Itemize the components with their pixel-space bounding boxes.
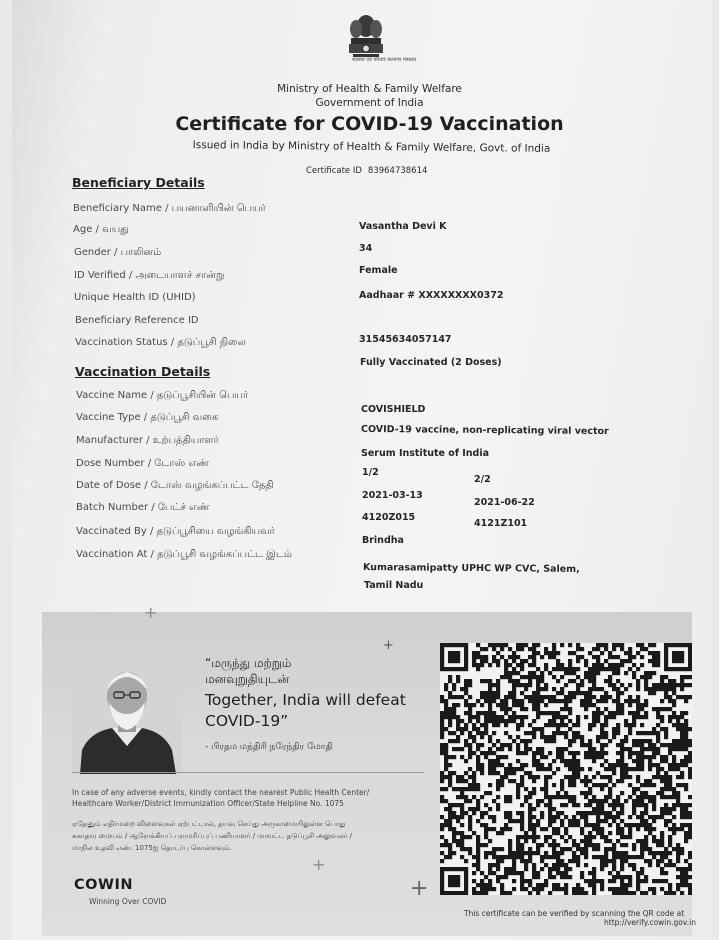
certificate-title: Certificate for COVID-19 Vaccination (175, 113, 564, 135)
adverse-line: மாநில உதவி எண். 1075ஐ தொடர்பு கொள்ளவும். (72, 844, 232, 852)
value-vaccination-status: Fully Vaccinated (2 Doses) (360, 357, 502, 368)
value-id-verified: Aadhaar # XXXXXXXX0372 (359, 290, 504, 301)
value-date-dose-1: 2021-03-13 (362, 490, 423, 501)
government-line: Government of India (315, 97, 424, 109)
prime-minister-portrait (72, 662, 182, 774)
ministry-name (10, 82, 719, 110)
value-batch-1: 4120Z015 (362, 512, 416, 523)
cowin-tagline: Winning Over COVID (89, 897, 167, 906)
value-vaccine-name: COVISHIELD (361, 404, 426, 415)
label-batch-number: Batch Number / பேட்ச் எண் (76, 502, 210, 513)
quote-attribution: - பிரதம மந்திரி நரேந்திர மோதி (205, 742, 333, 752)
certificate-id-label: Certificate ID (306, 166, 362, 176)
verify-note (464, 909, 696, 927)
adverse-line: In case of any adverse events, kindly contact the nearest Public Health Center/ (72, 788, 370, 797)
vaccination-heading: Vaccination Details (75, 364, 211, 379)
quote-tamil (205, 655, 291, 687)
value-dose-1: 1/2 (362, 467, 379, 478)
label-beneficiary-name: Beneficiary Name / பயனாளியின் பெயர் (73, 203, 266, 214)
beneficiary-heading: Beneficiary Details (72, 175, 205, 190)
value-manufacturer: Serum Institute of India (361, 448, 490, 459)
label-uhid: Unique Health ID (UHID) (74, 292, 196, 303)
issued-by: Issued in India by Ministry of Health & Family Welfare, Govt. of India (192, 139, 551, 155)
adverse-line: ஏதேனும் எதிர்மறை விளைவுகள் ஏற்பட்டால், தயவு செய்து அருகாமையிலுள்ள பொது (72, 820, 346, 828)
emblem-motto: स्वास्थ्य एवं परिवार कल्याण मंत्रालय (352, 57, 417, 63)
verify-line: This certificate can be verified by scanning the QR code at (464, 909, 685, 918)
label-reference-id: Beneficiary Reference ID (75, 315, 199, 326)
divider (72, 772, 424, 773)
quote-english-line: Together, India will defeat (205, 691, 406, 709)
label-dose-number: Dose Number / டோஸ் எண் (76, 458, 209, 469)
certificate-id (306, 166, 427, 176)
plus-icon: + (144, 603, 158, 622)
certificate-id-value: 83964738614 (367, 166, 428, 176)
value-vaccination-at: Kumarasamipatty UPHC WP CVC, Salem, (362, 562, 580, 575)
plus-icon: + (312, 855, 326, 874)
label-vaccination-status: Vaccination Status / தடுப்பூசி நிலை (75, 337, 246, 348)
label-gender: Gender / பாலினம் (74, 247, 162, 258)
value-vaccination-at-state: Tamil Nadu (364, 580, 424, 591)
value-vaccinated-by: Brindha (362, 535, 404, 546)
plus-icon: + (410, 876, 429, 901)
value-batch-2: 4121Z101 (474, 518, 528, 529)
value-gender: Female (359, 265, 398, 276)
label-vaccine-type: Vaccine Type / தடுப்பூசி வகை (76, 412, 219, 423)
quote-english (205, 690, 406, 732)
quote-tamil-line: “மருந்து மற்றும் (205, 656, 292, 670)
value-date-dose-2: 2021-06-22 (474, 497, 535, 508)
value-vaccine-type: COVID-19 vaccine, non-replicating viral vector (360, 423, 609, 438)
plus-icon: + (383, 638, 394, 653)
label-vaccine-name: Vaccine Name / தடுப்பூசியின் பெயர் (76, 390, 249, 401)
cowin-logo: COWIN (74, 877, 133, 893)
value-reference-id: 31545634057147 (359, 334, 452, 345)
ministry-line: Ministry of Health & Family Welfare (277, 83, 462, 95)
label-manufacturer: Manufacturer / உற்பத்தியாளர் (76, 435, 219, 446)
label-vaccination-at: Vaccination At / தடுப்பூசி வழங்கப்பட்ட இடம் (76, 549, 292, 560)
label-date-of-dose: Date of Dose / டோஸ் வழங்கப்பட்ட தேதி (76, 480, 274, 491)
verify-line: http://verify.cowin.gov.in (604, 918, 696, 927)
quote-tamil-line: மனவுறுதியுடன் (205, 672, 290, 686)
value-age: 34 (359, 243, 373, 254)
quote-english-line: COVID-19” (205, 712, 289, 730)
label-age: Age / வயது (73, 224, 129, 235)
adverse-events-english (72, 787, 369, 809)
adverse-line: சுகாதார மையம் / ஆரோக்கியப் பராமரிப்புப் பணியாளர் / மாவட்ட தடுப்பூசி அலுவலர் / (72, 832, 353, 840)
label-id-verified: ID Verified / அடையாளச் சான்று (74, 270, 225, 281)
value-beneficiary-name: Vasantha Devi K (359, 221, 447, 232)
qr-code-icon (440, 643, 692, 895)
value-dose-2: 2/2 (474, 474, 491, 485)
national-emblem-icon (343, 12, 389, 78)
adverse-events-tamil (72, 818, 352, 854)
adverse-line: Healthcare Worker/District Immunization Officer/State Helpline No. 1075 (72, 799, 344, 808)
label-vaccinated-by: Vaccinated By / தடுப்பூசியை வழங்கியவர் (76, 526, 275, 537)
